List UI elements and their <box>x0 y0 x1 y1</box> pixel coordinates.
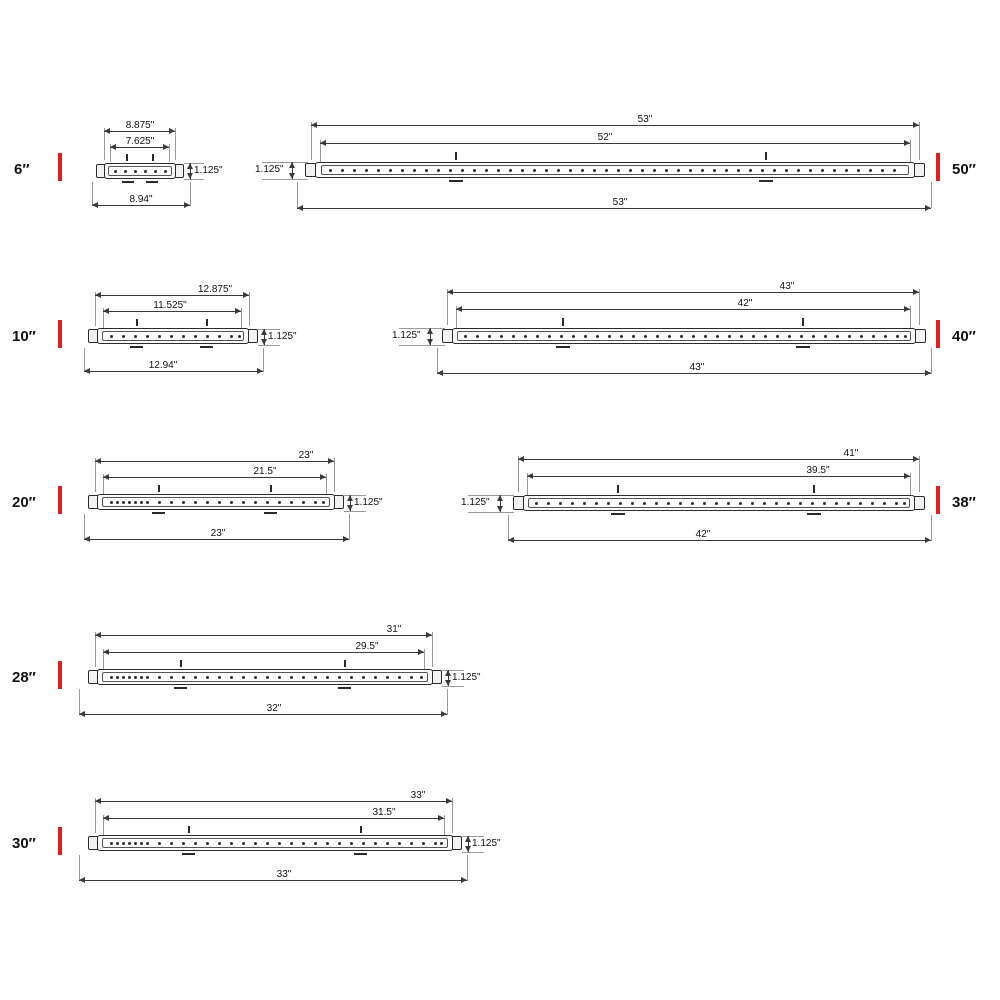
dim-text-height: 1.125" <box>472 838 501 849</box>
ext-line <box>467 855 468 881</box>
dim-text-32: 32" <box>264 703 285 714</box>
ext-line <box>919 122 920 160</box>
ext-line <box>175 128 176 160</box>
mount-stud <box>188 826 190 833</box>
ext-line <box>249 292 250 326</box>
light-bar-38 <box>513 491 925 515</box>
mount-foot <box>796 346 810 348</box>
mount-foot <box>182 853 195 855</box>
dim-text-height: 1.125" <box>255 164 284 175</box>
dim-line <box>447 292 919 293</box>
ext-line <box>262 162 308 163</box>
mount-stud <box>344 660 346 667</box>
dim-line <box>95 635 432 636</box>
dim-line-vertical <box>500 495 501 512</box>
mount-stud <box>802 318 804 326</box>
led-array <box>88 325 258 348</box>
size-accent-tick-6 <box>58 153 62 181</box>
ext-line <box>262 179 308 180</box>
size-accent-tick-40 <box>936 320 940 348</box>
mount-stud <box>813 485 815 493</box>
light-bar-40 <box>442 324 926 348</box>
size-accent-tick-50 <box>936 153 940 181</box>
size-label-38: 38″ <box>952 494 976 511</box>
dim-text-39-5: 39.5" <box>803 465 832 476</box>
ext-line <box>442 686 464 687</box>
light-bar-10 <box>88 325 258 348</box>
mount-foot <box>152 512 165 514</box>
dim-text-height: 1.125" <box>392 330 421 341</box>
size-accent-tick-10 <box>58 320 62 348</box>
light-bar-20 <box>88 491 344 514</box>
dim-text-height: 1.125" <box>452 672 481 683</box>
dim-text-31-5: 31.5" <box>369 807 398 818</box>
dim-line <box>103 477 326 478</box>
size-accent-tick-20 <box>58 486 62 514</box>
mount-foot <box>264 512 277 514</box>
mount-stud <box>765 152 767 160</box>
ext-line <box>468 495 514 496</box>
ext-line <box>349 514 350 540</box>
dim-text-43-bottom: 43" <box>687 362 708 373</box>
mount-foot <box>338 687 351 689</box>
dim-line <box>84 371 263 372</box>
dim-line <box>95 801 452 802</box>
dim-text-31: 31" <box>384 624 405 635</box>
dim-text-41: 41" <box>841 448 862 459</box>
mount-foot <box>354 853 367 855</box>
dim-line <box>518 459 919 460</box>
dim-line <box>437 373 931 374</box>
dim-text-42: 42" <box>735 298 756 309</box>
led-array <box>96 160 184 182</box>
ext-line <box>190 182 191 206</box>
light-bar-28 <box>88 666 442 689</box>
dim-line <box>527 476 910 477</box>
ext-line <box>344 511 366 512</box>
ext-line <box>263 348 264 372</box>
mount-foot <box>122 181 134 183</box>
mount-foot <box>611 513 625 515</box>
ext-line <box>452 798 453 833</box>
dim-line <box>84 539 349 540</box>
ext-line <box>931 182 932 208</box>
dim-text-12-94: 12.94" <box>146 360 181 371</box>
led-array <box>442 324 926 348</box>
dim-text-12-875: 12.875" <box>195 284 235 295</box>
mount-foot <box>200 346 213 348</box>
ext-line <box>258 345 280 346</box>
mount-foot <box>130 346 143 348</box>
led-array <box>88 491 344 514</box>
dim-line <box>79 880 467 881</box>
dim-line <box>92 205 190 206</box>
dim-text-33-top: 33" <box>408 790 429 801</box>
mount-foot <box>174 687 187 689</box>
dim-text-42-bottom: 42" <box>693 529 714 540</box>
dim-line <box>508 540 931 541</box>
dim-text-height: 1.125" <box>194 165 223 176</box>
ext-line <box>931 348 932 374</box>
size-label-28: 28″ <box>12 669 36 686</box>
dim-line <box>110 147 169 148</box>
ext-line <box>468 512 514 513</box>
dim-text-8-875: 8.875" <box>123 120 158 131</box>
ext-line <box>184 179 204 180</box>
ext-line <box>399 328 445 329</box>
dim-line <box>103 311 241 312</box>
dim-text-11-525: 11.525" <box>150 300 189 311</box>
mount-stud <box>206 319 208 326</box>
size-label-6: 6″ <box>14 161 30 178</box>
dim-line-vertical <box>264 329 265 345</box>
dim-line <box>311 125 919 126</box>
light-bar-50 <box>305 158 925 182</box>
mount-stud <box>562 318 564 326</box>
size-label-10: 10″ <box>12 328 36 345</box>
ext-line <box>399 345 445 346</box>
led-array <box>305 158 925 182</box>
dim-line-vertical <box>350 495 351 511</box>
mount-stud <box>136 319 138 326</box>
dim-line-vertical <box>448 670 449 686</box>
dim-text-52: 52" <box>595 132 616 143</box>
size-accent-tick-28 <box>58 661 62 689</box>
size-accent-tick-38 <box>936 486 940 514</box>
dim-line <box>95 461 334 462</box>
dim-text-53-top: 53" <box>635 114 656 125</box>
led-array <box>88 666 442 689</box>
mount-stud <box>455 152 457 160</box>
dim-line <box>104 131 175 132</box>
ext-line <box>919 456 920 492</box>
dim-text-23-bottom: 23" <box>208 528 229 539</box>
dim-text-29-5: 29.5" <box>352 641 381 652</box>
mount-foot <box>146 181 158 183</box>
dim-line-vertical <box>190 163 191 179</box>
dim-line <box>103 652 424 653</box>
mount-stud <box>360 826 362 833</box>
dim-text-33-bottom: 33" <box>274 869 295 880</box>
dim-line <box>103 818 444 819</box>
mount-foot <box>759 180 773 182</box>
dim-text-7-625: 7.625" <box>123 136 158 147</box>
ext-line <box>462 852 484 853</box>
light-bar-6 <box>96 160 184 182</box>
ext-line <box>931 515 932 541</box>
mount-foot <box>556 346 570 348</box>
mount-stud <box>158 485 160 492</box>
size-label-50: 50″ <box>952 161 976 178</box>
mount-stud <box>180 660 182 667</box>
dim-text-height: 1.125" <box>461 497 490 508</box>
dim-text-21-5: 21.5" <box>250 466 279 477</box>
mount-stud <box>270 485 272 492</box>
size-accent-tick-30 <box>58 827 62 855</box>
light-bar-30 <box>88 832 462 855</box>
dim-line-vertical <box>468 836 469 852</box>
mount-stud <box>617 485 619 493</box>
mount-foot <box>449 180 463 182</box>
size-label-20: 20″ <box>12 494 36 511</box>
mount-stud <box>126 154 128 161</box>
dim-text-height: 1.125" <box>268 331 297 342</box>
mount-foot <box>807 513 821 515</box>
mount-stud <box>152 154 154 161</box>
dim-line <box>456 309 910 310</box>
dim-text-23-top: 23" <box>296 450 317 461</box>
dim-text-height: 1.125" <box>354 497 383 508</box>
dim-line-vertical <box>430 328 431 345</box>
dim-line <box>95 295 249 296</box>
led-array <box>88 832 462 855</box>
ext-line <box>432 632 433 667</box>
dim-line <box>320 143 910 144</box>
dim-text-43-top: 43" <box>777 281 798 292</box>
dim-text-53-bottom: 53" <box>610 197 631 208</box>
ext-line <box>447 689 448 715</box>
led-array <box>513 491 925 515</box>
ext-line <box>334 458 335 492</box>
size-label-40: 40″ <box>952 328 976 345</box>
size-label-30: 30″ <box>12 835 36 852</box>
dim-text-8-94: 8.94" <box>126 194 155 205</box>
dim-line <box>79 714 447 715</box>
dim-line <box>297 208 931 209</box>
ext-line <box>919 289 920 325</box>
dim-line-vertical <box>292 162 293 179</box>
